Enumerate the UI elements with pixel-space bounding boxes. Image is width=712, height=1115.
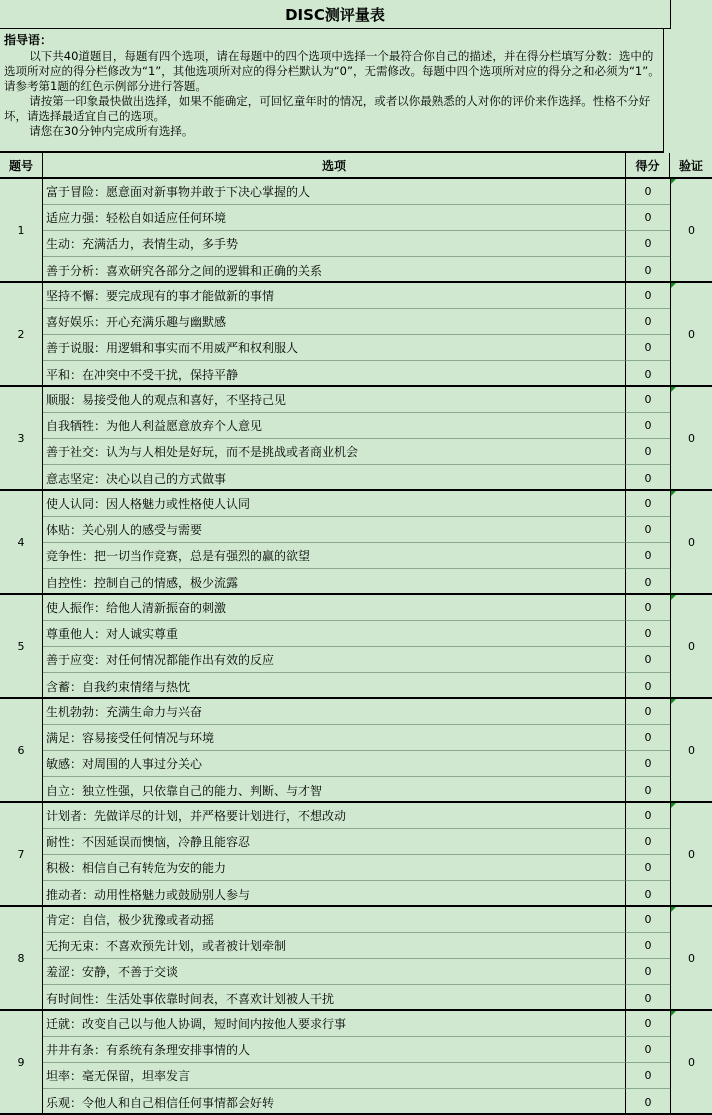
question-group <box>0 907 712 1011</box>
question-group <box>0 387 712 491</box>
verify-value: 0 <box>688 327 695 341</box>
score-cell[interactable]: 0 <box>626 439 670 465</box>
question-group <box>0 803 712 907</box>
question-number[interactable]: 7 <box>0 803 43 905</box>
comment-indicator-icon <box>671 283 676 288</box>
question-group <box>0 179 712 283</box>
question-number[interactable]: 3 <box>0 387 43 489</box>
header-score[interactable]: 得分 <box>626 153 670 179</box>
sheet-title[interactable]: DISC测评量表 <box>0 0 671 29</box>
question-number[interactable]: 1 <box>0 179 43 281</box>
score-cell[interactable]: 0 <box>626 1011 670 1037</box>
comment-indicator-icon <box>671 595 676 600</box>
score-cell[interactable]: 0 <box>626 387 670 413</box>
comment-indicator-icon <box>671 803 676 808</box>
option-text[interactable]: 生机勃勃：充满生命力与兴奋 <box>43 699 626 725</box>
score-cell[interactable]: 0 <box>644 471 652 485</box>
score-cell[interactable]: 0 <box>626 517 670 543</box>
verify-value: 0 <box>688 743 695 757</box>
header-num[interactable]: 题号 <box>0 153 43 179</box>
comment-indicator-icon <box>671 699 676 704</box>
option-text[interactable]: 积极：相信自己有转危为安的能力 <box>43 855 626 881</box>
score-cell[interactable]: 0 <box>626 231 670 257</box>
option-text[interactable]: 自控性：控制自己的情感，极少流露 <box>43 569 626 595</box>
score-cell[interactable]: 0 <box>626 413 670 439</box>
score-cell[interactable]: 0 <box>626 621 670 647</box>
score-cell[interactable]: 0 <box>626 907 670 933</box>
option-text[interactable]: 计划者：先做详尽的计划，并严格要计划进行，不想改动 <box>43 803 626 829</box>
option-text[interactable]: 生动：充满活力，表情生动，多手势 <box>43 231 626 257</box>
verify-cell[interactable] <box>670 491 712 593</box>
instructions-block[interactable] <box>0 29 664 153</box>
option-text[interactable]: 自立：独立性强，只依靠自己的能力、判断、与才智 <box>43 777 626 803</box>
option-text[interactable]: 体贴：关心别人的感受与需要 <box>43 517 626 543</box>
score-cell[interactable]: 0 <box>626 829 670 855</box>
option-text[interactable]: 推动者：动用性格魅力或鼓励别人参与 <box>43 881 626 907</box>
option-text[interactable]: 意志坚定：决心以自己的方式做事 <box>43 465 626 491</box>
option-text[interactable]: 井井有条：有系统有条理安排事情的人 <box>43 1037 626 1063</box>
option-text[interactable]: 善于分析：喜欢研究各部分之间的逻辑和正确的关系 <box>43 257 626 283</box>
question-number[interactable]: 9 <box>0 1011 43 1113</box>
score-cell[interactable]: 0 <box>644 263 652 277</box>
option-text[interactable]: 无拘无束：不喜欢预先计划，或者被计划牵制 <box>43 933 626 959</box>
score-cell[interactable]: 0 <box>626 933 670 959</box>
option-text[interactable]: 喜好娱乐：开心充满乐趣与幽默感 <box>43 309 626 335</box>
score-cell[interactable]: 0 <box>644 367 652 381</box>
option-text[interactable]: 富于冒险：愿意面对新事物并敢于下决心掌握的人 <box>43 179 626 205</box>
verify-cell[interactable] <box>670 179 712 281</box>
score-cell[interactable]: 0 <box>626 855 670 881</box>
option-text[interactable]: 使人振作：给他人清新振奋的刺激 <box>43 595 626 621</box>
option-text[interactable]: 有时间性：生活处事依靠时间表，不喜欢计划被人干扰 <box>43 985 626 1011</box>
instructions-paragraph-1: 以下共40道题目，每题有四个选项，请在每题中的四个选项中选择一个最符合你自己的描述，并在得分栏填写分数：选中的选项所对应的得分栏修改为“1”，其他选项所对应的得分栏默认为“0”，无需修改。每题中四个选项所对应的得分之和必须为“1”。请参考第1题的红色示例部分进行答题。 <box>4 49 660 93</box>
verify-value: 0 <box>688 639 695 653</box>
score-cell[interactable]: 0 <box>626 491 670 517</box>
verify-value: 0 <box>688 847 695 861</box>
header-option[interactable]: 选项 <box>43 153 626 179</box>
question-number[interactable]: 5 <box>0 595 43 697</box>
score-cell[interactable]: 0 <box>626 595 670 621</box>
option-text[interactable]: 自我牺牲：为他人利益愿意放弃个人意见 <box>43 413 626 439</box>
comment-indicator-icon <box>671 1011 676 1016</box>
option-text[interactable]: 坦率：毫无保留，坦率发言 <box>43 1063 626 1089</box>
option-text[interactable]: 适应力强：轻松自如适应任何环境 <box>43 205 626 231</box>
option-text[interactable]: 使人认同：因人格魅力或性格使人认同 <box>43 491 626 517</box>
instructions-heading: 指导语： <box>4 33 53 47</box>
verify-cell[interactable] <box>670 803 712 905</box>
score-cell[interactable]: 0 <box>644 783 652 797</box>
question-group <box>0 699 712 803</box>
option-text[interactable]: 平和：在冲突中不受干扰，保持平静 <box>43 361 626 387</box>
score-cell[interactable]: 0 <box>626 309 670 335</box>
verify-cell[interactable] <box>670 595 712 697</box>
verify-value: 0 <box>688 535 695 549</box>
score-cell[interactable]: 0 <box>644 679 652 693</box>
score-cell[interactable]: 0 <box>626 959 670 985</box>
verify-value: 0 <box>688 1055 695 1069</box>
option-text[interactable]: 尊重他人：对人诚实尊重 <box>43 621 626 647</box>
option-text[interactable]: 顺服：易接受他人的观点和喜好，不坚持己见 <box>43 387 626 413</box>
instructions-paragraph-3: 请您在30分钟内完成所有选择。 <box>29 124 194 138</box>
verify-value: 0 <box>688 951 695 965</box>
score-cell[interactable]: 0 <box>626 803 670 829</box>
comment-indicator-icon <box>671 179 676 184</box>
option-text[interactable]: 肯定：自信，极少犹豫或者动摇 <box>43 907 626 933</box>
verify-cell[interactable] <box>670 907 712 1009</box>
comment-indicator-icon <box>671 907 676 912</box>
score-cell[interactable]: 0 <box>626 179 670 205</box>
option-text[interactable]: 乐观：令他人和自己相信任何事情都会好转 <box>43 1089 626 1115</box>
option-text[interactable]: 善于说服：用逻辑和事实而不用威严和权利服人 <box>43 335 626 361</box>
option-text[interactable]: 迁就：改变自己以与他人协调，短时间内按他人要求行事 <box>43 1011 626 1037</box>
option-text[interactable]: 含蓄：自我约束情绪与热忱 <box>43 673 626 699</box>
verify-cell[interactable] <box>670 699 712 801</box>
score-cell[interactable]: 0 <box>626 205 670 231</box>
verify-cell[interactable] <box>670 387 712 489</box>
option-text[interactable]: 满足：容易接受任何情况与环境 <box>43 725 626 751</box>
header-verify[interactable]: 验证 <box>670 153 712 179</box>
comment-indicator-icon <box>671 387 676 392</box>
score-cell[interactable]: 0 <box>626 543 670 569</box>
question-group <box>0 283 712 387</box>
score-cell[interactable]: 0 <box>626 1037 670 1063</box>
score-cell[interactable]: 0 <box>626 725 670 751</box>
verify-value: 0 <box>688 431 695 445</box>
question-number[interactable]: 2 <box>0 283 43 385</box>
option-text[interactable]: 耐性：不因延误而懊恼，冷静且能容忍 <box>43 829 626 855</box>
score-cell[interactable]: 0 <box>626 751 670 777</box>
question-number[interactable]: 6 <box>0 699 43 801</box>
option-text[interactable]: 坚持不懈：要完成现有的事才能做新的事情 <box>43 283 626 309</box>
score-cell[interactable]: 0 <box>626 647 670 673</box>
score-cell[interactable]: 0 <box>644 991 652 1005</box>
option-text[interactable]: 竞争性：把一切当作竞赛，总是有强烈的赢的欲望 <box>43 543 626 569</box>
comment-indicator-icon <box>671 491 676 496</box>
option-text[interactable]: 善于社交：认为与人相处是好玩，而不是挑战或者商业机会 <box>43 439 626 465</box>
score-cell[interactable]: 0 <box>626 699 670 725</box>
option-text[interactable]: 敏感：对周围的人事过分关心 <box>43 751 626 777</box>
score-cell[interactable]: 0 <box>644 1095 652 1109</box>
option-text[interactable]: 善于应变：对任何情况都能作出有效的反应 <box>43 647 626 673</box>
option-text[interactable]: 羞涩：安静，不善于交谈 <box>43 959 626 985</box>
verify-cell[interactable] <box>670 1011 712 1113</box>
question-group <box>0 1011 712 1115</box>
instructions-paragraph-2: 请按第一印象最快做出选择，如果不能确定，可回忆童年时的情况，或者以你最熟悉的人对你的评价来作选择。性格不分好坏，请选择最适宜自己的选项。 <box>4 94 651 123</box>
question-number[interactable]: 8 <box>0 907 43 1009</box>
question-number[interactable]: 4 <box>0 491 43 593</box>
score-cell[interactable]: 0 <box>626 1063 670 1089</box>
score-cell[interactable]: 0 <box>626 335 670 361</box>
verify-cell[interactable] <box>670 283 712 385</box>
score-cell[interactable]: 0 <box>626 283 670 309</box>
verify-value: 0 <box>688 223 695 237</box>
question-group <box>0 491 712 595</box>
question-group <box>0 595 712 699</box>
score-cell[interactable]: 0 <box>644 887 652 901</box>
score-cell[interactable]: 0 <box>644 575 652 589</box>
